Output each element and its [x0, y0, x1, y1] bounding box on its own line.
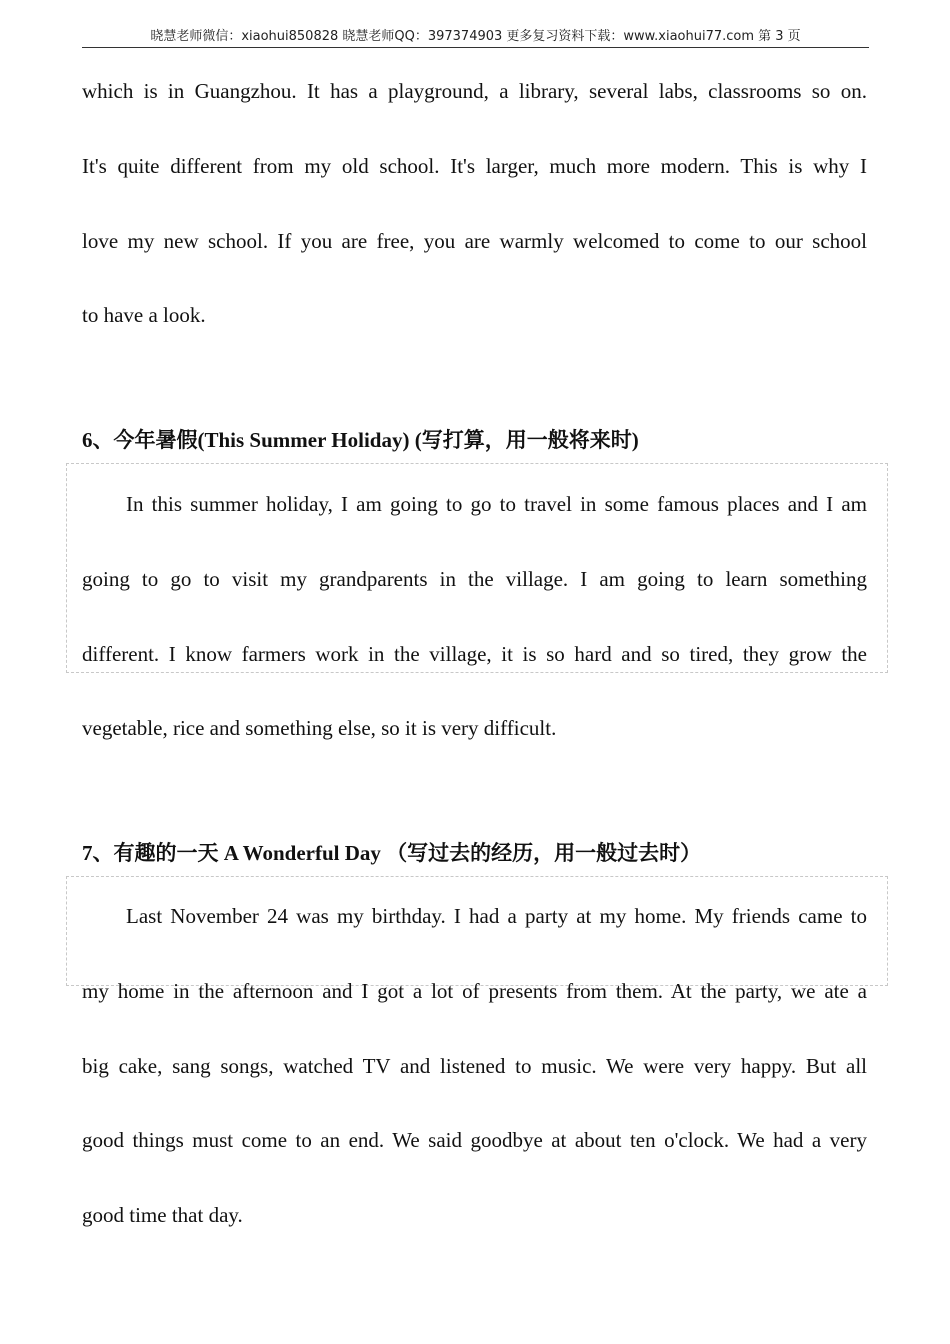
paragraph-line: vegetable, rice and something else, so it is very difficult.: [82, 716, 557, 741]
section7-heading: 7、有趣的一天 A Wonderful Day （写过去的经历，用一般过去时）: [82, 841, 702, 865]
section5-paragraph: [82, 54, 867, 353]
paragraph-line: In this summer holiday, I am going to go to travel in some famous places and I am: [126, 492, 867, 516]
section7-paragraph: [82, 879, 867, 1253]
paragraph-line: to have a look.: [82, 303, 206, 328]
paragraph-line: big cake, sang songs, watched TV and listened to music. We were very happy. But all: [82, 1053, 867, 1078]
paragraph-line: going to go to visit my grandparents in the village. I am going to learn something: [82, 566, 867, 591]
paragraph-line: which is in Guangzhou. It has a playground, a library, several labs, classrooms so on.: [82, 79, 867, 103]
paragraph-line: Last November 24 was my birthday. I had a party at my home. My friends came to: [126, 904, 867, 928]
paragraph-line: different. I know farmers work in the village, it is so hard and so tired, they grow the: [82, 641, 867, 666]
paragraph-line: good things must come to an end. We said goodbye at about ten o'clock. We had a very: [82, 1128, 867, 1153]
paragraph-line: good time that day.: [82, 1203, 243, 1228]
paragraph-line: It's quite different from my old school. It's larger, much more modern. This is why I: [82, 153, 867, 178]
paragraph-line: my home in the afternoon and I got a lot of presents from them. At the party, we ate a: [82, 978, 867, 1003]
header-divider: [82, 47, 869, 48]
paragraph-line: love my new school. If you are free, you are warmly welcomed to come to our school: [82, 228, 867, 253]
section6-paragraph: [82, 467, 867, 766]
section6-heading: 6、今年暑假(This Summer Holiday) (写打算，用一般将来时): [82, 428, 639, 452]
page-header: 晓慧老师微信：xiaohui850828 晓慧老师QQ：397374903 更多复习资料下载：www.xiaohui77.com 第 3 页: [150, 29, 801, 44]
